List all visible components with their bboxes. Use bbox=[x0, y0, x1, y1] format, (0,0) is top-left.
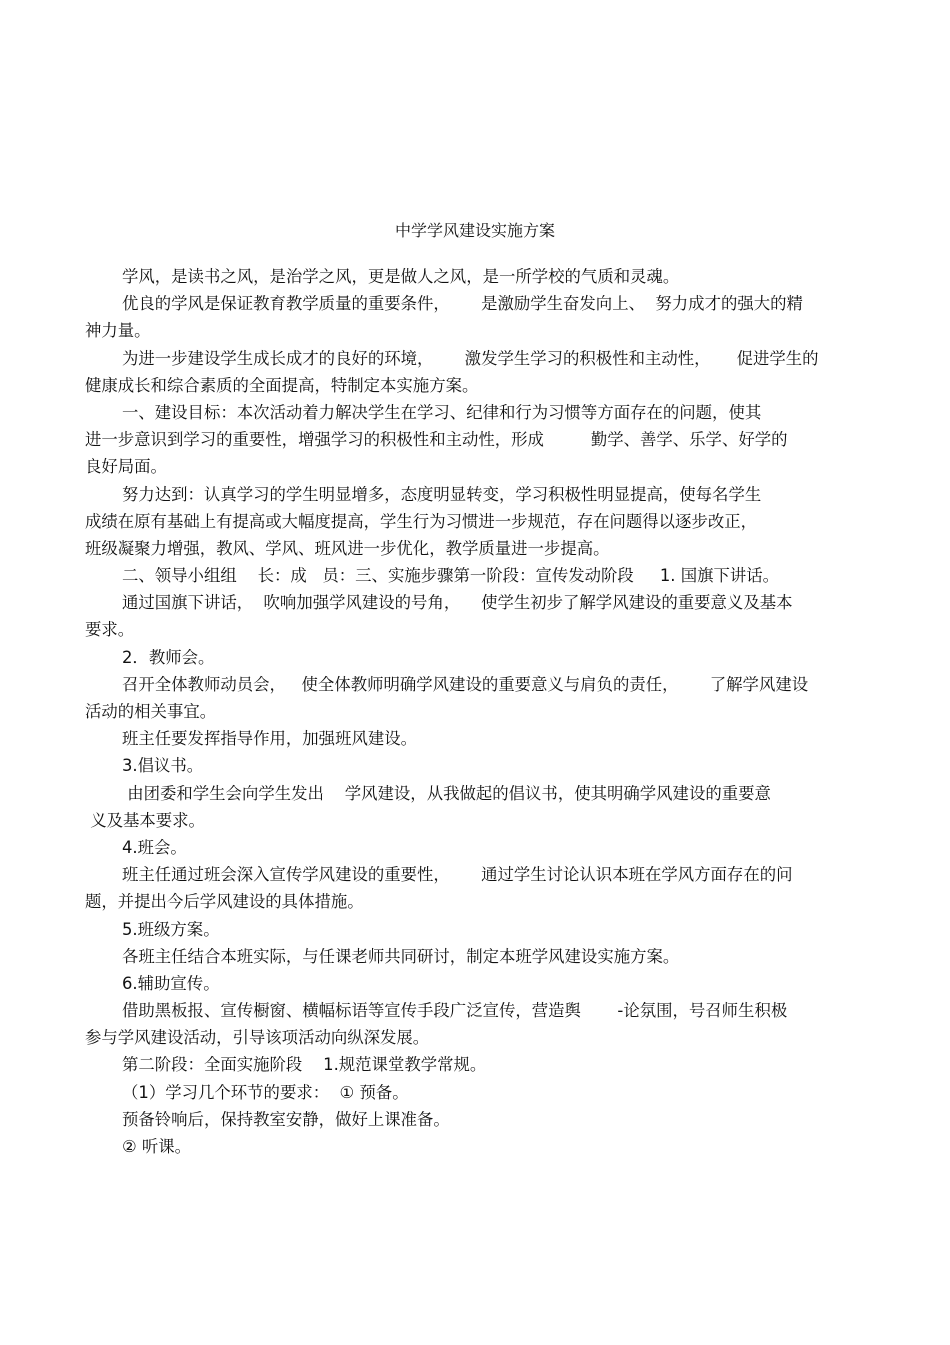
text-line: 神力量。 bbox=[85, 321, 151, 341]
text-line: 参与学风建设活动，引导该项活动向纵深发展。 bbox=[85, 1028, 430, 1048]
text-line: 各班主任结合本班实际，与任课老师共同研讨，制定本班学风建设实施方案。 bbox=[122, 946, 680, 966]
text-line: 班级凝聚力增强，教风、学风、班风进一步优化，教学质量进一步提高。 bbox=[85, 538, 610, 558]
text-line: 题，并提出今后学风建设的具体措施。 bbox=[85, 892, 364, 912]
text-line: 二、领导小组组 长：成 员：三、实施步骤第一阶段：宣传发动阶段 1. 国旗下讲话。 bbox=[122, 566, 780, 586]
text-line: 2．教师会。 bbox=[122, 647, 215, 667]
document-title: 中学学风建设实施方案 bbox=[394, 221, 555, 240]
text-line: （1）学习几个环节的要求： ① 预备。 bbox=[122, 1082, 409, 1102]
text-line: 第二阶段：全面实施阶段 1.规范课堂教学常规。 bbox=[122, 1055, 487, 1075]
text-line: 良好局面。 bbox=[85, 457, 167, 477]
text-line: 3.倡议书。 bbox=[122, 756, 204, 776]
text-line: 成绩在原有基础上有提高或大幅度提高，学生行为习惯进一步规范，存在问题得以逐步改正， bbox=[85, 511, 758, 531]
text-line: 一、建设目标：本次活动着力解决学生在学习、纪律和行为习惯等方面存在的问题，使其 bbox=[122, 402, 762, 422]
text-line: 召开全体教师动员会， 使全体教师明确学风建设的重要意义与肩负的责任， 了解学风建设 bbox=[122, 674, 809, 694]
text-line: 借助黑板报、宣传橱窗、横幅标语等宣传手段广泛宣传，营造舆 -论氛围，号召师生积极 bbox=[122, 1001, 788, 1021]
text-line: 预备铃响后，保持教室安静，做好上课准备。 bbox=[122, 1109, 450, 1129]
text-line: 义及基本要求。 bbox=[85, 810, 205, 830]
text-line: 进一步意识到学习的重要性，增强学习的积极性和主动性，形成 勤学、善学、乐学、好学的 bbox=[85, 430, 788, 450]
text-line: 努力达到：认真学习的学生明显增多，态度明显转变，学习积极性明显提高，使每名学生 bbox=[122, 484, 762, 504]
text-line: 5.班级方案。 bbox=[122, 919, 220, 939]
text-line: 4.班会。 bbox=[122, 837, 187, 857]
text-line: 班主任要发挥指导作用，加强班风建设。 bbox=[122, 729, 418, 749]
text-line: 班主任通过班会深入宣传学风建设的重要性， 通过学生讨论认识本班在学风方面存在的问 bbox=[122, 865, 793, 885]
text-line: 优良的学风是保证教育教学质量的重要条件， 是激励学生奋发向上、 努力成才的强大的精 bbox=[122, 294, 803, 314]
text-line: 为进一步建设学生成长成才的良好的环境， 激发学生学习的积极性和主动性， 促进学生的 bbox=[122, 348, 819, 368]
text-line: 要求。 bbox=[85, 620, 135, 640]
text-line: 学风，是读书之风，是治学之风，更是做人之风，是一所学校的气质和灵魂。 bbox=[122, 267, 680, 286]
text-line: 由团委和学生会向学生发出 学风建设，从我做起的倡议书，使其明确学风建设的重要意 bbox=[122, 783, 771, 803]
text-line: 健康成长和综合素质的全面提高，特制定本实施方案。 bbox=[85, 375, 479, 395]
text-line: 活动的相关事宜。 bbox=[85, 702, 217, 721]
text-line: 6.辅助宣传。 bbox=[122, 973, 220, 993]
text-line: ② 听课。 bbox=[122, 1137, 192, 1156]
document-body bbox=[85, 263, 875, 1160]
text-line: 通过国旗下讲话， 吹响加强学风建设的号角， 使学生初步了解学风建设的重要意义及基本 bbox=[122, 593, 793, 613]
